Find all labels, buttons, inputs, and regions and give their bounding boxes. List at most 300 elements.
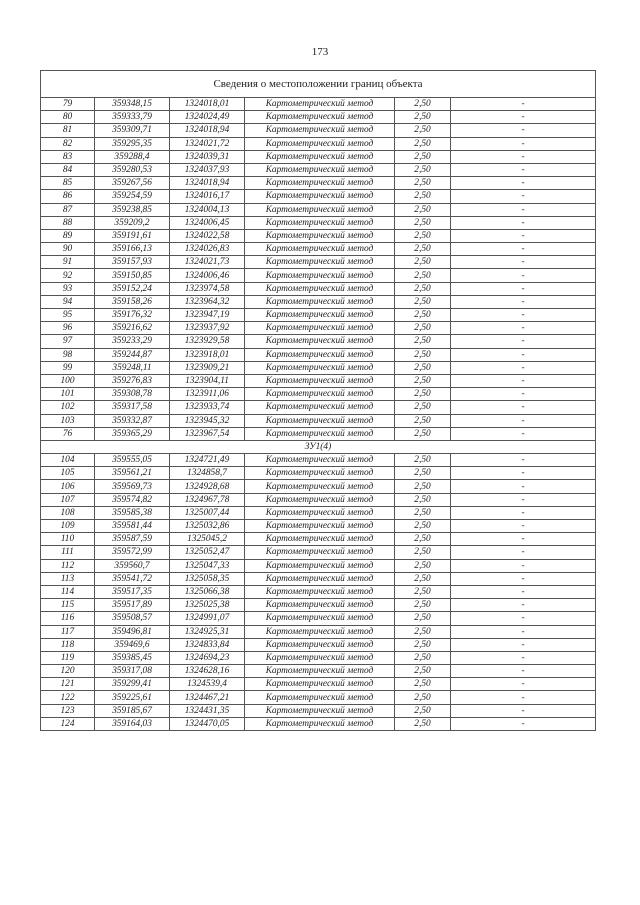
cell-description: - — [451, 493, 596, 506]
cell-method: Картометрический метод — [245, 533, 395, 546]
table-row — [41, 717, 596, 730]
cell-point-number: 84 — [41, 163, 95, 176]
table-title: Сведения о местоположении границ объекта — [41, 71, 596, 98]
cell-coord-x: 359308,78 — [95, 388, 170, 401]
cell-coord-x: 359238,85 — [95, 203, 170, 216]
cell-point-number: 111 — [41, 546, 95, 559]
cell-point-number: 118 — [41, 638, 95, 651]
cell-coord-x: 359309,71 — [95, 124, 170, 137]
cell-point-number: 114 — [41, 585, 95, 598]
page-number: 173 — [311, 46, 329, 58]
cell-method: Картометрический метод — [245, 229, 395, 242]
table-row — [41, 467, 596, 480]
cell-coord-y: 1324018,94 — [170, 124, 245, 137]
cell-coord-y: 1324858,7 — [170, 467, 245, 480]
cell-description: - — [451, 533, 596, 546]
cell-point-number: 115 — [41, 599, 95, 612]
cell-method: Картометрический метод — [245, 691, 395, 704]
cell-description: - — [451, 480, 596, 493]
cell-description: - — [451, 691, 596, 704]
cell-coord-y: 1324022,58 — [170, 229, 245, 242]
cell-accuracy: 2,50 — [395, 559, 451, 572]
cell-method: Картометрический метод — [245, 427, 395, 440]
table-row — [41, 335, 596, 348]
cell-method: Картометрический метод — [245, 216, 395, 229]
cell-accuracy: 2,50 — [395, 520, 451, 533]
table-row — [41, 704, 596, 717]
cell-point-number: 106 — [41, 480, 95, 493]
cell-accuracy: 2,50 — [395, 546, 451, 559]
cell-coord-x: 359585,38 — [95, 506, 170, 519]
cell-accuracy: 2,50 — [395, 111, 451, 124]
cell-accuracy: 2,50 — [395, 533, 451, 546]
cell-accuracy: 2,50 — [395, 454, 451, 467]
cell-coord-x: 359158,26 — [95, 295, 170, 308]
cell-accuracy: 2,50 — [395, 414, 451, 427]
cell-coord-y: 1323911,06 — [170, 388, 245, 401]
cell-coord-x: 359233,29 — [95, 335, 170, 348]
cell-coord-y: 1323974,58 — [170, 282, 245, 295]
cell-description: - — [451, 520, 596, 533]
cell-point-number: 83 — [41, 150, 95, 163]
cell-description: - — [451, 229, 596, 242]
cell-method: Картометрический метод — [245, 243, 395, 256]
cell-method: Картометрический метод — [245, 348, 395, 361]
cell-description: - — [451, 704, 596, 717]
cell-method: Картометрический метод — [245, 295, 395, 308]
cell-coord-y: 1324694,23 — [170, 651, 245, 664]
cell-coord-y: 1324016,17 — [170, 190, 245, 203]
cell-accuracy: 2,50 — [395, 704, 451, 717]
cell-point-number: 76 — [41, 427, 95, 440]
cell-method: Картометрический метод — [245, 361, 395, 374]
cell-method: Картометрический метод — [245, 625, 395, 638]
cell-description: - — [451, 322, 596, 335]
cell-description: - — [451, 665, 596, 678]
cell-coord-y: 1324024,49 — [170, 111, 245, 124]
cell-point-number: 104 — [41, 454, 95, 467]
cell-description: - — [451, 190, 596, 203]
cell-point-number: 96 — [41, 322, 95, 335]
cell-coord-x: 359176,32 — [95, 309, 170, 322]
table-row — [41, 322, 596, 335]
cell-point-number: 93 — [41, 282, 95, 295]
cell-point-number: 112 — [41, 559, 95, 572]
cell-description: - — [451, 309, 596, 322]
cell-description: - — [451, 454, 596, 467]
cell-coord-x: 359581,44 — [95, 520, 170, 533]
cell-coord-y: 1323933,74 — [170, 401, 245, 414]
cell-point-number: 90 — [41, 243, 95, 256]
cell-accuracy: 2,50 — [395, 651, 451, 664]
cell-description: - — [451, 717, 596, 730]
cell-coord-y: 1324467,21 — [170, 691, 245, 704]
cell-coord-x: 359572,99 — [95, 546, 170, 559]
cell-coord-y: 1325045,2 — [170, 533, 245, 546]
cell-coord-x: 359569,73 — [95, 480, 170, 493]
cell-accuracy: 2,50 — [395, 309, 451, 322]
cell-point-number: 102 — [41, 401, 95, 414]
cell-coord-y: 1324431,35 — [170, 704, 245, 717]
cell-coord-y: 1324004,13 — [170, 203, 245, 216]
cell-point-number: 92 — [41, 269, 95, 282]
cell-accuracy: 2,50 — [395, 335, 451, 348]
cell-coord-x: 359295,35 — [95, 137, 170, 150]
cell-coord-y: 1324928,68 — [170, 480, 245, 493]
cell-coord-x: 359150,85 — [95, 269, 170, 282]
table-row — [41, 665, 596, 678]
cell-coord-y: 1324470,05 — [170, 717, 245, 730]
cell-accuracy: 2,50 — [395, 572, 451, 585]
cell-point-number: 105 — [41, 467, 95, 480]
cell-coord-x: 359332,87 — [95, 414, 170, 427]
cell-accuracy: 2,50 — [395, 678, 451, 691]
cell-coord-y: 1324026,83 — [170, 243, 245, 256]
cell-description: - — [451, 414, 596, 427]
cell-accuracy: 2,50 — [395, 98, 451, 111]
cell-method: Картометрический метод — [245, 612, 395, 625]
table-row — [41, 177, 596, 190]
cell-description: - — [451, 401, 596, 414]
cell-description: - — [451, 361, 596, 374]
cell-coord-y: 1324018,94 — [170, 177, 245, 190]
cell-coord-y: 1324037,93 — [170, 163, 245, 176]
table-row — [41, 546, 596, 559]
cell-method: Картометрический метод — [245, 374, 395, 387]
cell-method: Картометрический метод — [245, 638, 395, 651]
cell-accuracy: 2,50 — [395, 361, 451, 374]
table-row — [41, 124, 596, 137]
cell-description: - — [451, 163, 596, 176]
cell-description: - — [451, 572, 596, 585]
cell-coord-x: 359166,13 — [95, 243, 170, 256]
cell-coord-y: 1325007,44 — [170, 506, 245, 519]
cell-coord-y: 1323909,21 — [170, 361, 245, 374]
cell-point-number: 119 — [41, 651, 95, 664]
cell-coord-x: 359216,62 — [95, 322, 170, 335]
cell-coord-x: 359280,53 — [95, 163, 170, 176]
cell-point-number: 95 — [41, 309, 95, 322]
cell-method: Картометрический метод — [245, 335, 395, 348]
cell-accuracy: 2,50 — [395, 269, 451, 282]
cell-point-number: 85 — [41, 177, 95, 190]
cell-description: - — [451, 388, 596, 401]
cell-point-number: 107 — [41, 493, 95, 506]
table-row — [41, 111, 596, 124]
cell-method: Картометрический метод — [245, 124, 395, 137]
table-row — [41, 348, 596, 361]
cell-accuracy: 2,50 — [395, 295, 451, 308]
cell-point-number: 124 — [41, 717, 95, 730]
cell-accuracy: 2,50 — [395, 493, 451, 506]
cell-description: - — [451, 638, 596, 651]
table-row — [41, 651, 596, 664]
cell-coord-x: 359244,87 — [95, 348, 170, 361]
cell-accuracy: 2,50 — [395, 665, 451, 678]
table-row — [41, 295, 596, 308]
cell-accuracy: 2,50 — [395, 480, 451, 493]
cell-method: Картометрический метод — [245, 111, 395, 124]
cell-description: - — [451, 546, 596, 559]
cell-accuracy: 2,50 — [395, 401, 451, 414]
table-row — [41, 585, 596, 598]
cell-description: - — [451, 559, 596, 572]
table-row — [41, 638, 596, 651]
cell-point-number: 100 — [41, 374, 95, 387]
cell-point-number: 99 — [41, 361, 95, 374]
cell-method: Картометрический метод — [245, 388, 395, 401]
cell-method: Картометрический метод — [245, 203, 395, 216]
table-row — [41, 229, 596, 242]
cell-method: Картометрический метод — [245, 322, 395, 335]
cell-accuracy: 2,50 — [395, 348, 451, 361]
cell-method: Картометрический метод — [245, 572, 395, 585]
cell-coord-x: 359317,08 — [95, 665, 170, 678]
cell-point-number: 101 — [41, 388, 95, 401]
cell-coord-y: 1324021,73 — [170, 256, 245, 269]
cell-method: Картометрический метод — [245, 467, 395, 480]
cell-point-number: 116 — [41, 612, 95, 625]
cell-method: Картометрический метод — [245, 256, 395, 269]
cell-point-number: 109 — [41, 520, 95, 533]
cell-description: - — [451, 295, 596, 308]
cell-coord-x: 359317,58 — [95, 401, 170, 414]
cell-coord-y: 1324039,31 — [170, 150, 245, 163]
cell-method: Картометрический метод — [245, 506, 395, 519]
cell-method: Картометрический метод — [245, 665, 395, 678]
cell-coord-y: 1325052,47 — [170, 546, 245, 559]
cell-accuracy: 2,50 — [395, 625, 451, 638]
cell-description: - — [451, 678, 596, 691]
cell-method: Картометрический метод — [245, 190, 395, 203]
table-row — [41, 506, 596, 519]
cell-coord-y: 1324991,07 — [170, 612, 245, 625]
cell-coord-x: 359348,15 — [95, 98, 170, 111]
cell-coord-x: 359560,7 — [95, 559, 170, 572]
cell-point-number: 86 — [41, 190, 95, 203]
cell-point-number: 113 — [41, 572, 95, 585]
cell-method: Картометрический метод — [245, 480, 395, 493]
cell-method: Картометрический метод — [245, 98, 395, 111]
cell-coord-y: 1325066,38 — [170, 585, 245, 598]
table-row — [41, 401, 596, 414]
cell-coord-y: 1325032,86 — [170, 520, 245, 533]
cell-coord-x: 359185,67 — [95, 704, 170, 717]
cell-method: Картометрический метод — [245, 599, 395, 612]
cell-description: - — [451, 137, 596, 150]
cell-coord-x: 359191,61 — [95, 229, 170, 242]
cell-accuracy: 2,50 — [395, 203, 451, 216]
table-row — [41, 520, 596, 533]
table-row — [41, 480, 596, 493]
cell-coord-x: 359288,4 — [95, 150, 170, 163]
cell-coord-x: 359541,72 — [95, 572, 170, 585]
cell-accuracy: 2,50 — [395, 229, 451, 242]
cell-point-number: 89 — [41, 229, 95, 242]
cell-method: Картометрический метод — [245, 493, 395, 506]
cell-coord-y: 1323918,01 — [170, 348, 245, 361]
cell-accuracy: 2,50 — [395, 374, 451, 387]
cell-method: Картометрический метод — [245, 651, 395, 664]
cell-coord-y: 1323947,19 — [170, 309, 245, 322]
cell-coord-y: 1325025,38 — [170, 599, 245, 612]
cell-method: Картометрический метод — [245, 401, 395, 414]
cell-coord-x: 359157,93 — [95, 256, 170, 269]
cell-coord-x: 359209,2 — [95, 216, 170, 229]
cell-accuracy: 2,50 — [395, 163, 451, 176]
table-row — [41, 282, 596, 295]
cell-coord-y: 1324539,4 — [170, 678, 245, 691]
cell-description: - — [451, 506, 596, 519]
table-row — [41, 243, 596, 256]
cell-description: - — [451, 177, 596, 190]
cell-coord-x: 359276,83 — [95, 374, 170, 387]
table-row — [41, 309, 596, 322]
table-row — [41, 533, 596, 546]
cell-point-number: 103 — [41, 414, 95, 427]
cell-accuracy: 2,50 — [395, 282, 451, 295]
table-row — [41, 98, 596, 111]
cell-description: - — [451, 612, 596, 625]
table-row — [41, 678, 596, 691]
cell-coord-y: 1324006,45 — [170, 216, 245, 229]
cell-description: - — [451, 203, 596, 216]
cell-coord-y: 1323904,11 — [170, 374, 245, 387]
cell-coord-x: 359267,56 — [95, 177, 170, 190]
cell-point-number: 82 — [41, 137, 95, 150]
cell-coord-y: 1324006,46 — [170, 269, 245, 282]
cell-coord-x: 359587,59 — [95, 533, 170, 546]
cell-point-number: 120 — [41, 665, 95, 678]
cell-description: - — [451, 427, 596, 440]
cell-description: - — [451, 335, 596, 348]
cell-description: - — [451, 150, 596, 163]
cell-description: - — [451, 111, 596, 124]
cell-point-number: 79 — [41, 98, 95, 111]
cell-accuracy: 2,50 — [395, 427, 451, 440]
table-row — [41, 454, 596, 467]
cell-coord-y: 1324021,72 — [170, 137, 245, 150]
cell-accuracy: 2,50 — [395, 150, 451, 163]
cell-point-number: 122 — [41, 691, 95, 704]
cell-accuracy: 2,50 — [395, 599, 451, 612]
boundary-table — [40, 70, 596, 731]
cell-coord-x: 359517,89 — [95, 599, 170, 612]
cell-method: Картометрический метод — [245, 520, 395, 533]
table-row — [41, 691, 596, 704]
cell-point-number: 98 — [41, 348, 95, 361]
cell-coord-x: 359152,24 — [95, 282, 170, 295]
table-row — [41, 137, 596, 150]
cell-coord-y: 1323967,54 — [170, 427, 245, 440]
cell-point-number: 117 — [41, 625, 95, 638]
cell-method: Картометрический метод — [245, 678, 395, 691]
cell-coord-y: 1323945,32 — [170, 414, 245, 427]
cell-method: Картометрический метод — [245, 163, 395, 176]
table-row — [41, 361, 596, 374]
cell-coord-x: 359469,6 — [95, 638, 170, 651]
cell-method: Картометрический метод — [245, 269, 395, 282]
cell-method: Картометрический метод — [245, 177, 395, 190]
table-row — [41, 599, 596, 612]
table-row — [41, 612, 596, 625]
cell-coord-y: 1325047,33 — [170, 559, 245, 572]
cell-coord-x: 359164,03 — [95, 717, 170, 730]
cell-description: - — [451, 256, 596, 269]
table-row — [41, 572, 596, 585]
cell-description: - — [451, 243, 596, 256]
section-row — [41, 440, 596, 453]
cell-point-number: 110 — [41, 533, 95, 546]
cell-coord-y: 1324967,78 — [170, 493, 245, 506]
cell-point-number: 121 — [41, 678, 95, 691]
cell-coord-y: 1324925,31 — [170, 625, 245, 638]
cell-coord-x: 359385,45 — [95, 651, 170, 664]
cell-description: - — [451, 651, 596, 664]
cell-description: - — [451, 98, 596, 111]
cell-accuracy: 2,50 — [395, 585, 451, 598]
table-row — [41, 559, 596, 572]
cell-accuracy: 2,50 — [395, 506, 451, 519]
cell-coord-y: 1325058,35 — [170, 572, 245, 585]
cell-method: Картометрический метод — [245, 717, 395, 730]
cell-method: Картометрический метод — [245, 414, 395, 427]
cell-method: Картометрический метод — [245, 546, 395, 559]
cell-point-number: 88 — [41, 216, 95, 229]
cell-coord-y: 1323964,32 — [170, 295, 245, 308]
cell-point-number: 108 — [41, 506, 95, 519]
cell-method: Картометрический метод — [245, 559, 395, 572]
cell-description: - — [451, 216, 596, 229]
cell-coord-x: 359517,35 — [95, 585, 170, 598]
cell-accuracy: 2,50 — [395, 243, 451, 256]
cell-description: - — [451, 348, 596, 361]
cell-method: Картометрический метод — [245, 309, 395, 322]
cell-coord-x: 359365,29 — [95, 427, 170, 440]
cell-point-number: 94 — [41, 295, 95, 308]
table-row — [41, 150, 596, 163]
table-row — [41, 427, 596, 440]
cell-coord-x: 359225,61 — [95, 691, 170, 704]
table-row — [41, 625, 596, 638]
cell-accuracy: 2,50 — [395, 177, 451, 190]
cell-coord-y: 1324721,49 — [170, 454, 245, 467]
cell-point-number: 87 — [41, 203, 95, 216]
cell-method: Картометрический метод — [245, 137, 395, 150]
table-row — [41, 374, 596, 387]
cell-accuracy: 2,50 — [395, 322, 451, 335]
cell-accuracy: 2,50 — [395, 612, 451, 625]
cell-description: - — [451, 585, 596, 598]
cell-accuracy: 2,50 — [395, 388, 451, 401]
table-row — [41, 256, 596, 269]
table-row — [41, 269, 596, 282]
section-label: ЗУ1(4) — [41, 440, 596, 453]
cell-coord-x: 359508,57 — [95, 612, 170, 625]
cell-accuracy: 2,50 — [395, 190, 451, 203]
cell-accuracy: 2,50 — [395, 137, 451, 150]
cell-description: - — [451, 282, 596, 295]
cell-method: Картометрический метод — [245, 704, 395, 717]
cell-coord-x: 359333,79 — [95, 111, 170, 124]
cell-method: Картометрический метод — [245, 454, 395, 467]
cell-accuracy: 2,50 — [395, 691, 451, 704]
cell-accuracy: 2,50 — [395, 717, 451, 730]
cell-coord-x: 359561,21 — [95, 467, 170, 480]
cell-description: - — [451, 269, 596, 282]
cell-point-number: 91 — [41, 256, 95, 269]
table-row — [41, 414, 596, 427]
